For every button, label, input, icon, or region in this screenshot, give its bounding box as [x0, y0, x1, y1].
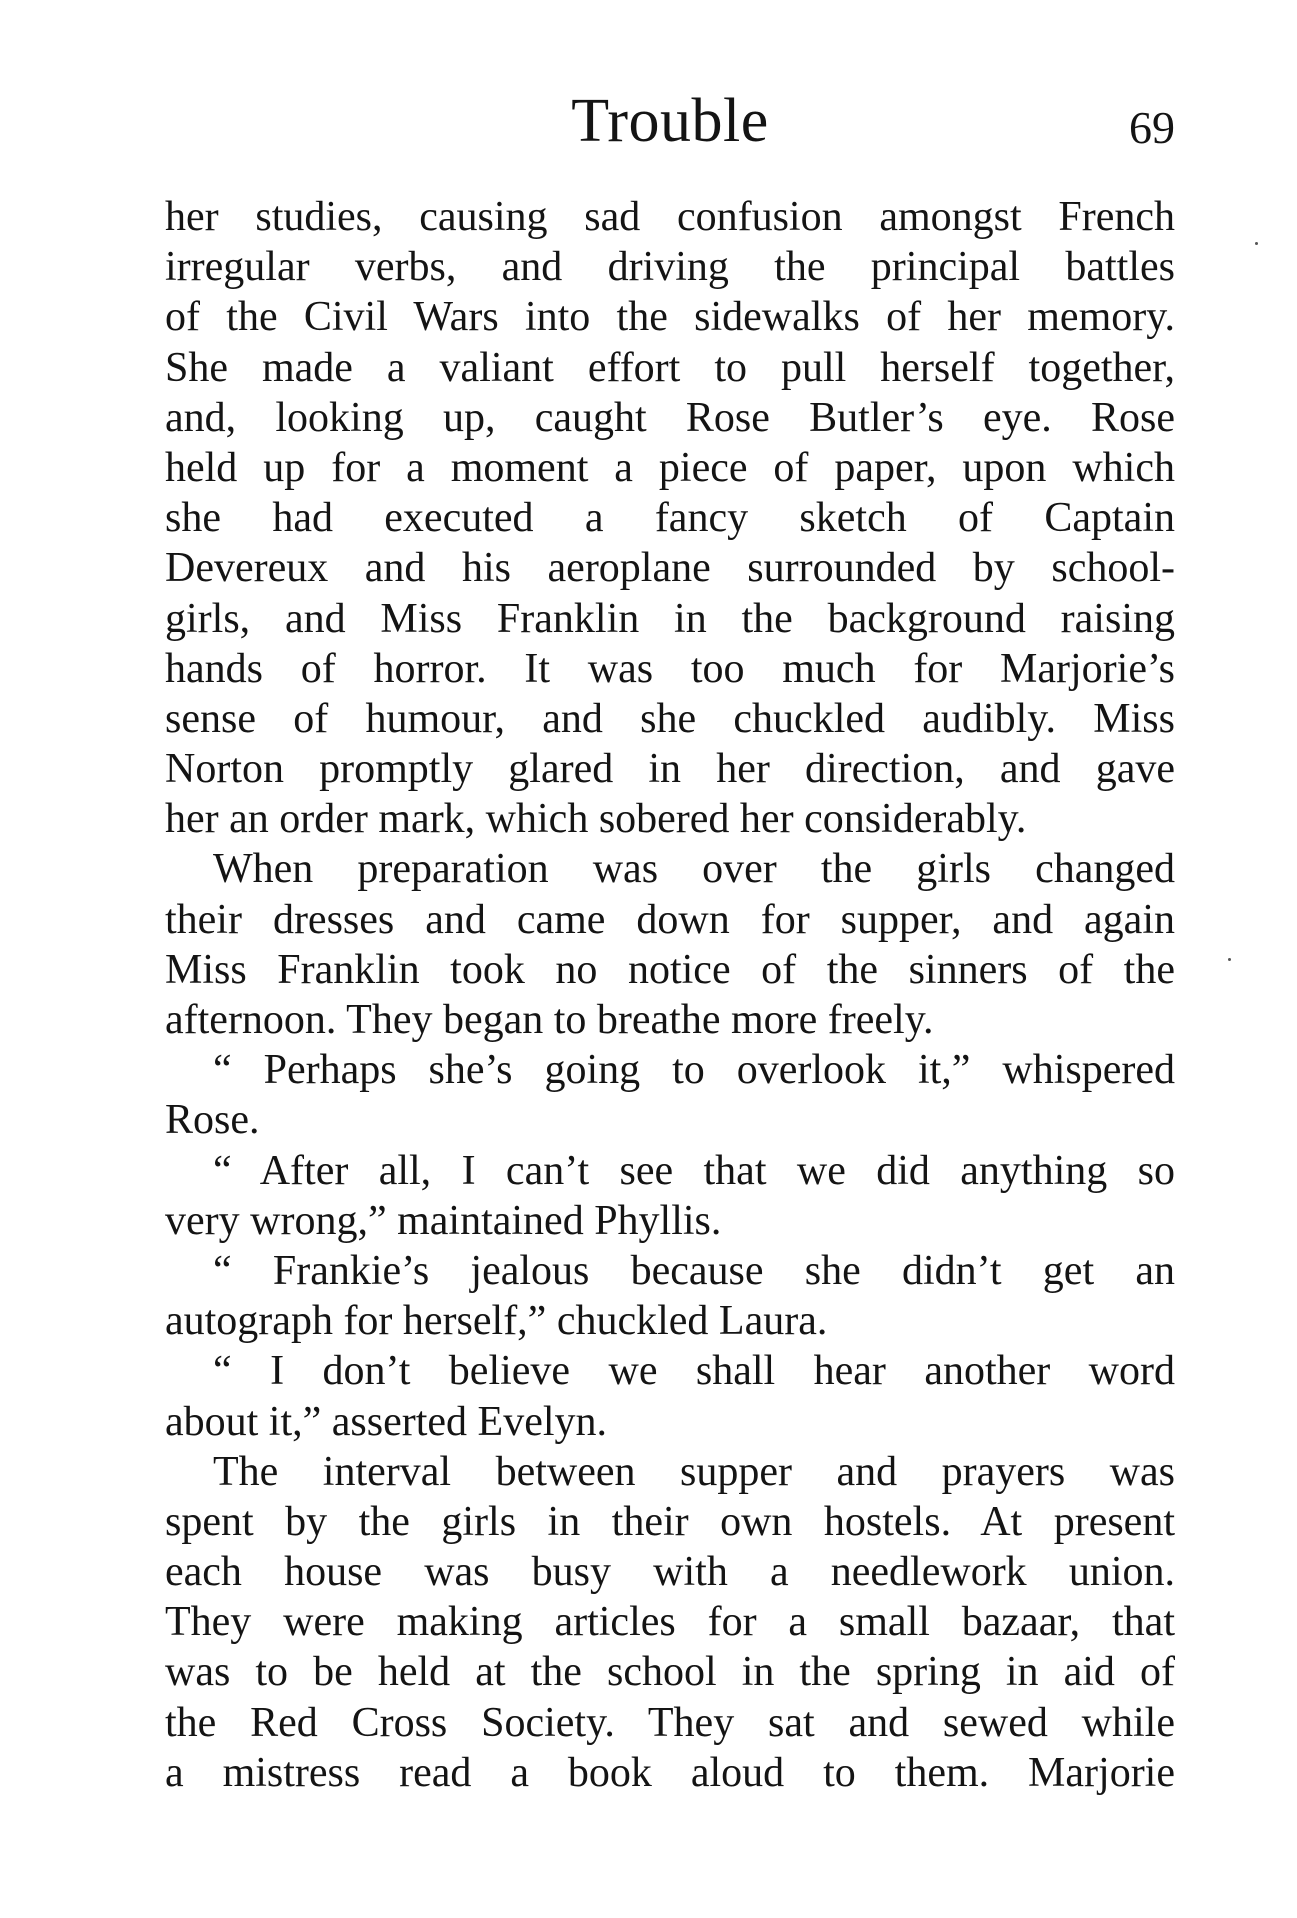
text-line: irregular verbs, and driving the principal battles	[165, 244, 1175, 291]
text-line: each house was busy with a needlework union.	[165, 1549, 1175, 1596]
text-line: of the Civil Wars into the sidewalks of her memory.	[165, 294, 1175, 341]
text-line: was to be held at the school in the spring in aid of	[165, 1649, 1175, 1696]
text-line: “ I don’t believe we shall hear another word	[213, 1348, 1175, 1395]
text-line: her an order mark, which sobered her considerably.	[165, 796, 1027, 843]
text-line: Rose.	[165, 1097, 260, 1144]
text-line: Miss Franklin took no notice of the sinners of the	[165, 946, 1175, 993]
text-line: “ Frankie’s jealous because she didn’t get an	[213, 1247, 1175, 1294]
text-line: the Red Cross Society. They sat and sewed while	[165, 1699, 1175, 1746]
text-line: held up for a moment a piece of paper, upon which	[165, 444, 1175, 491]
text-line: When preparation was over the girls changed	[213, 846, 1175, 893]
text-line: Norton promptly glared in her direction, and gave	[165, 746, 1175, 793]
text-line: “ Perhaps she’s going to overlook it,” whispered	[213, 1047, 1175, 1094]
text-line: hands of horror. It was too much for Marjorie’s	[165, 645, 1175, 692]
text-line: spent by the girls in their own hostels. At present	[165, 1498, 1175, 1545]
text-line: Devereux and his aeroplane surrounded by school-	[165, 545, 1175, 592]
text-line: They were making articles for a small bazaar, that	[165, 1599, 1175, 1646]
text-line: about it,” asserted Evelyn.	[165, 1398, 608, 1445]
text-line: girls, and Miss Franklin in the background raising	[165, 595, 1175, 642]
page-number: 69	[1129, 102, 1175, 153]
text-line: The interval between supper and prayers was	[213, 1448, 1175, 1495]
body-text	[165, 192, 1175, 1798]
text-line: and, looking up, caught Rose Butler’s eye. Rose	[165, 394, 1175, 441]
text-line: “ After all, I can’t see that we did anything so	[213, 1147, 1175, 1194]
text-line: their dresses and came down for supper, and again	[165, 896, 1175, 943]
text-line: afternoon. They began to breathe more freely.	[165, 997, 934, 1043]
text-line: a mistress read a book aloud to them. Marjorie	[165, 1749, 1175, 1796]
chapter-title: Trouble	[571, 87, 769, 155]
print-speck	[1228, 958, 1231, 961]
text-line: she had executed a fancy sketch of Captain	[165, 495, 1175, 542]
text-line: sense of humour, and she chuckled audibly. Miss	[165, 695, 1175, 742]
text-line: autograph for herself,” chuckled Laura.	[165, 1298, 828, 1345]
print-speck	[1255, 242, 1258, 245]
running-head	[165, 86, 1175, 156]
text-line: very wrong,” maintained Phyllis.	[165, 1197, 722, 1244]
text-line: her studies, causing sad confusion amongst French	[165, 194, 1175, 240]
text-line: She made a valiant effort to pull herself together,	[165, 344, 1175, 391]
